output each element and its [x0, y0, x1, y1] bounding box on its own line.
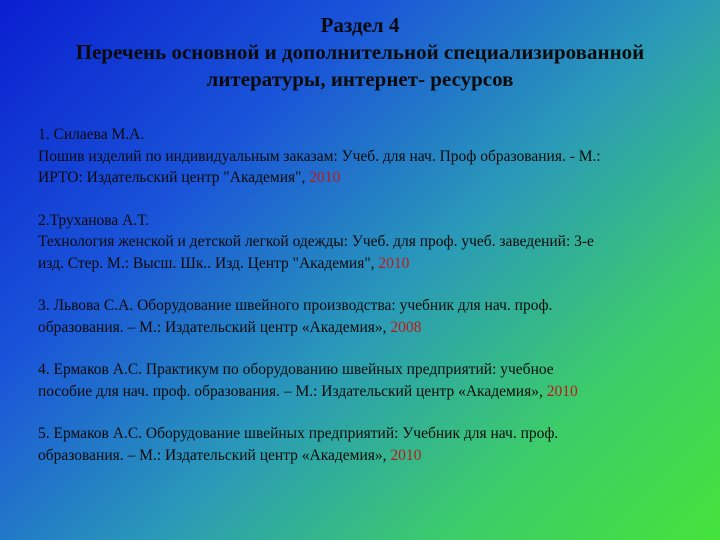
reference-item-1	[38, 124, 708, 189]
reference-year: 2010	[546, 382, 578, 400]
section-heading: Раздел 4	[320, 13, 400, 37]
reference-text: ИРТО: Издательский центр "Академия",	[38, 169, 310, 186]
reference-year: 2010	[390, 446, 422, 464]
reference-text: пособие для нач. проф. образования. – М.: Издательский центр «Академия»,	[38, 382, 547, 400]
reference-text: образования. – М.: Издательский центр «Академия»,	[38, 318, 391, 336]
reference-item-2	[38, 210, 708, 275]
reference-line	[38, 167, 708, 189]
reference-line	[38, 253, 708, 275]
reference-line: Технология женской и детской легкой одежды: Учеб. для проф. учеб. заведений: 3-е	[38, 233, 594, 250]
reference-line	[38, 317, 708, 339]
reference-year: 2010	[309, 169, 341, 186]
slide-title	[20, 12, 700, 93]
reference-text: изд. Стер. М.: Высш. Шк.. Изд. Центр "Академия",	[38, 254, 379, 272]
reference-line: 4. Ермаков А.С. Практикум по оборудованию швейных предприятий: учебное	[38, 361, 554, 378]
reference-line: 5. Ермаков А.С. Оборудование швейных предприятий: Учебник для нач. проф.	[38, 425, 559, 442]
reference-year: 2010	[378, 254, 410, 272]
reference-item-4	[38, 359, 708, 402]
reference-line	[38, 381, 708, 403]
reference-line: 1. Силаева М.А.	[38, 126, 145, 143]
reference-line: 3. Львова С.А. Оборудование швейного производства: учебник для нач. проф.	[38, 297, 553, 314]
reference-text: образования. – М.: Издательский центр «Академия»,	[38, 446, 391, 464]
reference-line	[38, 445, 708, 467]
reference-line: Пошив изделий по индивидуальным заказам: Учеб. для нач. Проф образования. - М.:	[38, 147, 601, 165]
title-line-3: литературы, интернет- ресурсов	[206, 67, 514, 91]
reference-year: 2008	[390, 318, 422, 336]
reference-line: 2.Труханова А.Т.	[38, 211, 149, 229]
reference-item-5	[38, 423, 708, 466]
title-line-2: Перечень основной и дополнительной специализированной	[75, 40, 645, 64]
reference-list	[38, 124, 708, 487]
reference-item-3	[38, 295, 708, 338]
